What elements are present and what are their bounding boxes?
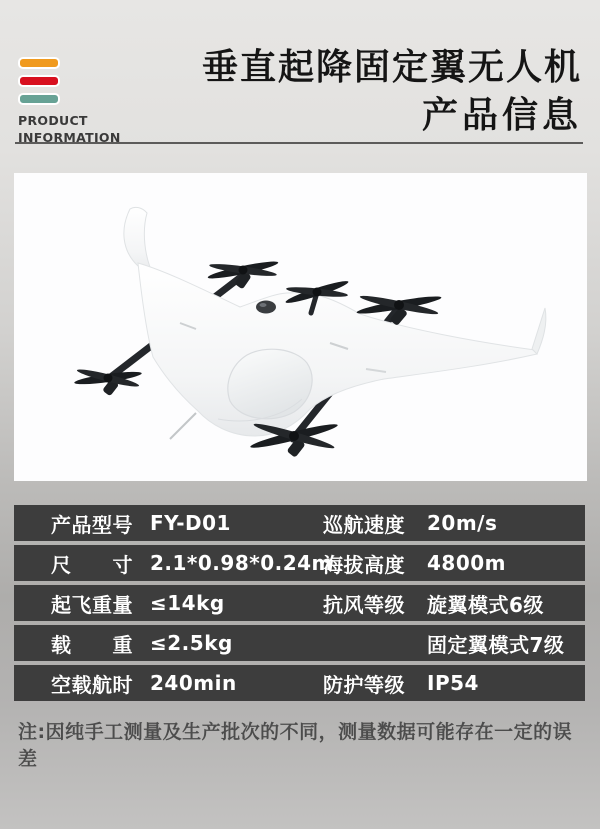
spec-value: 240min <box>150 671 237 695</box>
spec-label: 产品型号 <box>51 512 133 537</box>
page-title-line1: 垂直起降固定翼无人机 <box>201 47 582 88</box>
logo-text-line1: PRODUCT <box>18 113 88 128</box>
pitot-tube <box>170 413 196 439</box>
right-wingtip <box>532 308 546 354</box>
header-divider <box>15 142 583 144</box>
specs-table <box>14 505 585 705</box>
brand-logo <box>18 57 121 146</box>
camera-dome-highlight <box>260 303 267 307</box>
spec-label: 抗风等级 <box>323 592 405 617</box>
spec-label: 载 重 <box>51 632 133 657</box>
spec-value: IP54 <box>427 671 479 695</box>
spec-label: 巡航速度 <box>323 512 405 537</box>
spec-value: 20m/s <box>427 511 498 535</box>
spec-label: 起飞重量 <box>51 592 133 617</box>
table-row <box>14 545 585 581</box>
page-title-line2: 产品信息 <box>421 95 582 136</box>
page-title <box>202 44 582 140</box>
table-row <box>14 585 585 621</box>
spec-value: 2.1*0.98*0.24m <box>150 551 333 575</box>
fuselage-hatch <box>228 349 312 419</box>
product-image-panel <box>14 173 587 481</box>
spec-value: 旋翼模式6级 <box>427 592 544 617</box>
table-row <box>14 625 585 661</box>
logo-bar-orange-icon <box>18 57 60 69</box>
spec-label: 防护等级 <box>323 672 405 697</box>
spec-label: 尺 寸 <box>51 552 133 577</box>
camera-dome <box>256 301 276 314</box>
rotor-rear-left <box>74 367 142 397</box>
spec-value: FY-D01 <box>150 511 231 535</box>
spec-label: 海拔高度 <box>323 552 405 577</box>
spec-value: ≤2.5kg <box>150 631 233 655</box>
wing-body <box>138 263 537 436</box>
measurement-note: 注:因纯手工测量及生产批次的不同，测量数据可能存在一定的误差 <box>18 721 573 770</box>
logo-text-line2: INFORMATION <box>18 130 121 145</box>
logo-bar-red-icon <box>18 75 60 87</box>
spec-value: ≤14kg <box>150 591 225 615</box>
spec-label: 空载航时 <box>51 672 133 697</box>
rotor-rear-center <box>249 421 338 458</box>
table-row <box>14 505 585 541</box>
table-row <box>14 665 585 701</box>
spec-value: 固定翼模式7级 <box>427 632 565 657</box>
spec-value: 4800m <box>427 551 507 575</box>
drone-photo <box>14 173 587 481</box>
logo-bar-teal-icon <box>18 93 60 105</box>
rotor-front-left <box>207 259 279 290</box>
logo-text <box>18 112 121 146</box>
